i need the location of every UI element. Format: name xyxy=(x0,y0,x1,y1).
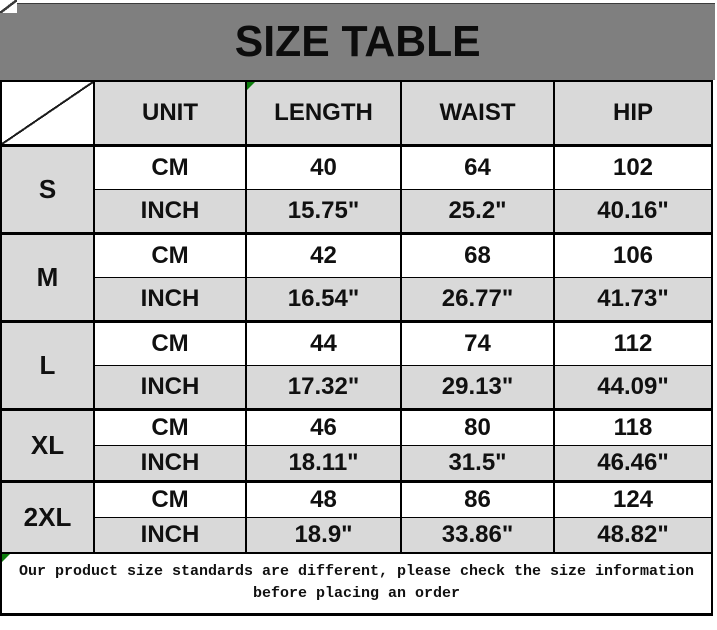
value-cell: 74 xyxy=(401,321,554,365)
diagonal-corner-cell xyxy=(1,81,94,145)
table-row-s-cm xyxy=(1,145,712,189)
value-cell: 86 xyxy=(401,481,554,517)
size-label-m: M xyxy=(1,233,94,321)
column-header-label: WAIST xyxy=(439,98,516,126)
value-cell: 106 xyxy=(554,233,712,277)
footer-line2: before placing an order xyxy=(252,585,461,602)
corner-artifact xyxy=(0,0,17,13)
size-label-l: L xyxy=(1,321,94,409)
value-cell: 26.77" xyxy=(401,277,554,321)
unit-cell: INCH xyxy=(94,517,246,553)
value-cell: 68 xyxy=(401,233,554,277)
value-cell: 16.54" xyxy=(246,277,401,321)
table-row-s-inch xyxy=(1,189,712,233)
table-row-2xl-cm xyxy=(1,481,712,517)
column-header-unit xyxy=(94,81,246,145)
unit-cell: CM xyxy=(94,481,246,517)
value-cell: 112 xyxy=(554,321,712,365)
table-row-l-inch xyxy=(1,365,712,409)
value-cell: 46 xyxy=(246,409,401,445)
table-row-m-cm xyxy=(1,233,712,277)
unit-cell: INCH xyxy=(94,277,246,321)
column-header-label: HIP xyxy=(612,98,653,126)
size-table xyxy=(0,80,713,554)
value-cell: 46.46" xyxy=(554,445,712,481)
value-cell: 15.75" xyxy=(246,189,401,233)
value-cell: 124 xyxy=(554,481,712,517)
column-header-waist xyxy=(401,81,554,145)
value-cell: 48.82" xyxy=(554,517,712,553)
value-cell: 40 xyxy=(246,145,401,189)
value-cell: 17.32" xyxy=(246,365,401,409)
green-corner-marker-icon xyxy=(2,554,10,562)
page-title: SIZE TABLE xyxy=(234,17,481,66)
column-header-hip xyxy=(554,81,712,145)
unit-cell: CM xyxy=(94,321,246,365)
title-bar xyxy=(0,3,715,80)
value-cell: 25.2" xyxy=(401,189,554,233)
value-cell: 118 xyxy=(554,409,712,445)
green-corner-marker-icon xyxy=(247,82,255,90)
column-header-label: LENGTH xyxy=(274,98,373,126)
value-cell: 29.13" xyxy=(401,365,554,409)
unit-cell: INCH xyxy=(94,189,246,233)
value-cell: 48 xyxy=(246,481,401,517)
value-cell: 80 xyxy=(401,409,554,445)
unit-cell: CM xyxy=(94,145,246,189)
footer-line1: Our product size standards are different, please check the size information xyxy=(18,563,695,580)
unit-cell: INCH xyxy=(94,365,246,409)
size-label-xl: XL xyxy=(1,409,94,481)
value-cell: 44 xyxy=(246,321,401,365)
value-cell: 42 xyxy=(246,233,401,277)
size-label-2xl: 2XL xyxy=(1,481,94,553)
table-row-xl-cm xyxy=(1,409,712,445)
value-cell: 40.16" xyxy=(554,189,712,233)
value-cell: 102 xyxy=(554,145,712,189)
value-cell: 44.09" xyxy=(554,365,712,409)
table-row-l-cm xyxy=(1,321,712,365)
size-label-s: S xyxy=(1,145,94,233)
unit-cell: CM xyxy=(94,409,246,445)
unit-cell: INCH xyxy=(94,445,246,481)
value-cell: 33.86" xyxy=(401,517,554,553)
column-header-length xyxy=(246,81,401,145)
table-row-m-inch xyxy=(1,277,712,321)
unit-cell: CM xyxy=(94,233,246,277)
value-cell: 64 xyxy=(401,145,554,189)
value-cell: 41.73" xyxy=(554,277,712,321)
footer-note xyxy=(0,554,713,616)
column-header-label: UNIT xyxy=(142,98,198,126)
header-row xyxy=(1,81,712,145)
table-row-2xl-inch xyxy=(1,517,712,553)
value-cell: 18.9" xyxy=(246,517,401,553)
table-row-xl-inch xyxy=(1,445,712,481)
value-cell: 18.11" xyxy=(246,445,401,481)
value-cell: 31.5" xyxy=(401,445,554,481)
